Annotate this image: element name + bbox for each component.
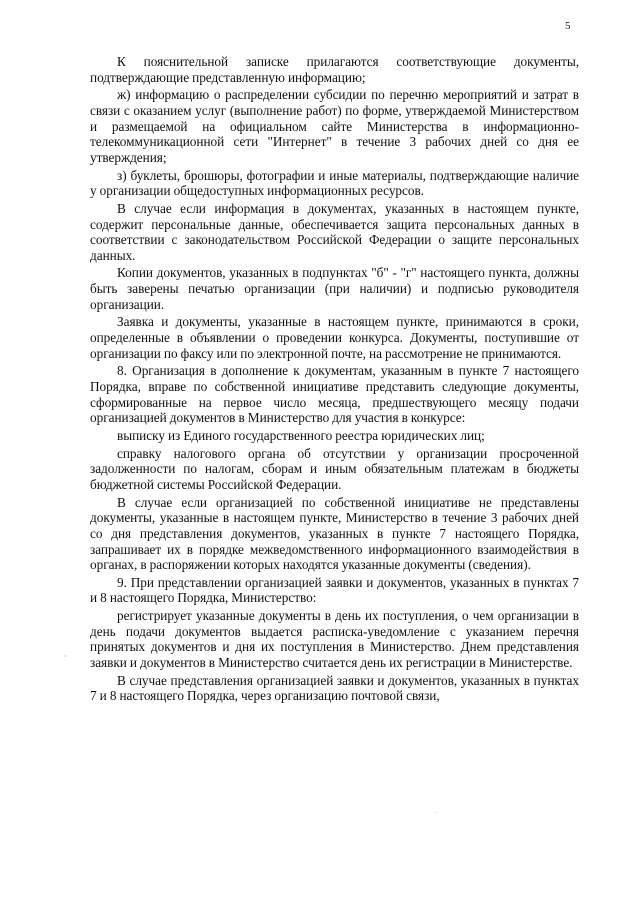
paragraph: з) буклеты, брошюры, фотографии и иные материалы, подтверждающие наличие у организации общедоступных информационных ресурсов.: [90, 167, 579, 199]
paragraph: 8. Организация в дополнение к документам, указанным в пункте 7 настоящего Порядка, вправе по собственной инициативе представить следующие документы, сформированные на первое число месяца, предшествующего месяцу подачи организацией документов в Министерство для участия в конкурсе:: [90, 363, 579, 426]
paragraph: Заявка и документы, указанные в настоящем пункте, принимаются в сроки, определенные в объявлении о проведении конкурса. Документы, поступившие от организации по факсу или по электронной почте, на рассмотрение не принимаются.: [90, 314, 579, 361]
paragraph: В случае если информация в документах, указанных в настоящем пункте, содержит персональные данные, обеспечивается защита персональных данных в соответствии с законодательством Российской Федерации о защите персональных данных.: [90, 200, 579, 263]
paragraph: регистрирует указанные документы в день их поступления, о чем организации в день подачи документов выдается расписка-уведомление с указанием перечня принятых документов и дня их поступления в Министерство. Днем представления заявки и документов в Министерство считается день их регистрации в Министерстве.: [90, 608, 579, 671]
paragraph: 9. При представлении организацией заявки и документов, указанных в пунктах 7 и 8 настоящего Порядка, Министерство:: [90, 574, 579, 606]
paragraph: ж) информацию о распределении субсидии по перечню мероприятий и затрат в связи с оказанием услуг (выполнение работ) по форме, утверждаемой Министерством и размещаемой на официальном сайте Министерства в информационно-телекоммуникационной сети "Интернет" в течение 3 рабочих дней со дня ее утверждения;: [90, 87, 579, 165]
paragraph: выписку из Единого государственного реестра юридических лиц;: [117, 427, 485, 443]
paragraph: В случае если организацией по собственной инициативе не представлены документы, указанные в настоящем пункте, Министерство в течение 3 рабочих дней со дня представления документов, указанных в пункте 7 настоящего Порядка, запрашивает их в порядке межведомственного информационного взаимодействия в органах, в распоряжении которых находятся указанные документы (сведения).: [90, 494, 579, 573]
paragraph: Копии документов, указанных в подпунктах "б" - "г" настоящего пункта, должны быть заверены печатью организации (при наличии) и подписью руководителя организации.: [90, 265, 579, 312]
scan-artifact-mark: ·: [64, 652, 67, 661]
scan-artifact-dot: .: [435, 807, 437, 815]
paragraph: В случае представления организацией заявки и документов, указанных в пунктах 7 и 8 настоящего Порядка, через организацию почтовой связи,: [90, 672, 579, 704]
document-body: [90, 54, 579, 706]
paragraph: К пояснительной записке прилагаются соответствующие документы, подтверждающие представленную информацию;: [90, 54, 579, 85]
page-number: 5: [565, 20, 571, 32]
paragraph: справку налогового органа об отсутствии у организации просроченной задолженности по налогам, сборам и иным обязательным платежам в бюджеты бюджетной системы Российской Федерации.: [90, 445, 579, 492]
